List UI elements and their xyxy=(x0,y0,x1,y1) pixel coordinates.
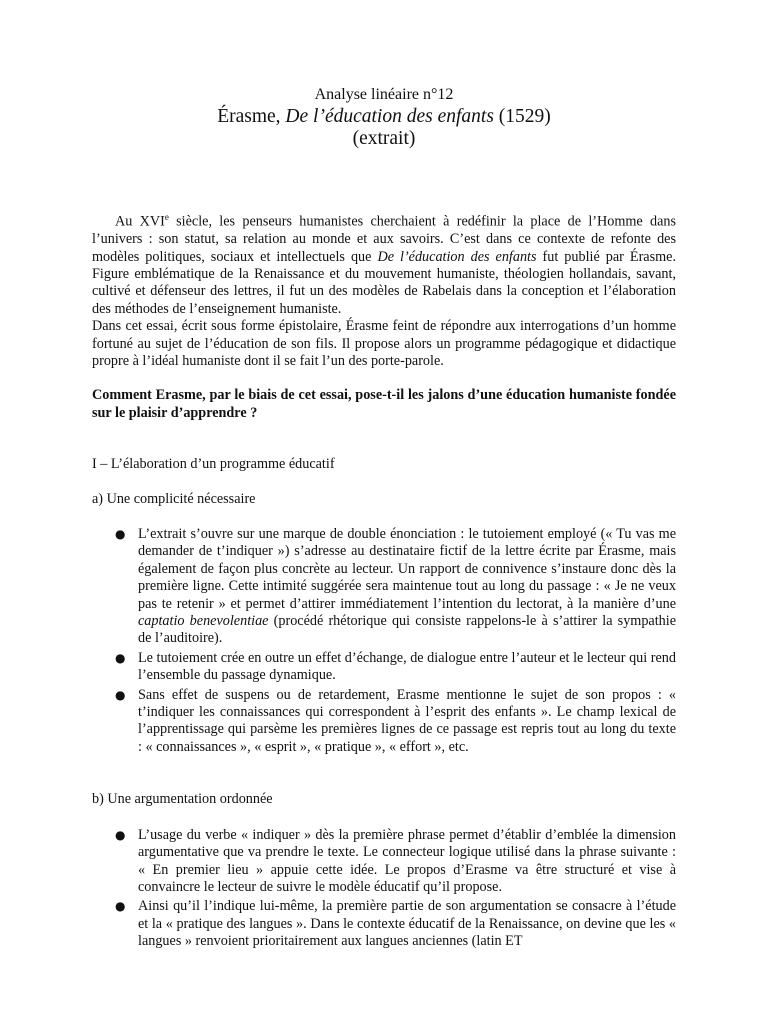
bullet-icon: ● xyxy=(115,827,126,842)
subsection-heading-a: a) Une complicité nécessaire xyxy=(92,490,256,507)
intro-text-start: Au XVI xyxy=(115,213,165,230)
work-year: (1529) xyxy=(493,106,551,127)
list-item xyxy=(92,526,676,648)
list-item xyxy=(92,827,676,897)
bullet-icon: ● xyxy=(115,650,126,665)
bullet-icon: ● xyxy=(115,687,126,702)
century-superscript: e xyxy=(164,212,169,222)
bullet-text: L’extrait s’ouvre sur une marque de double énonciation : le tutoiement employé (« Tu vas me demander de t’indiquer ») s’adresse au destinataire fictif de la lettre écrite par Érasme, mais également de façon plus concrète au lecteur. Un rapport de connivence s’instaure donc dès la première ligne. Cette intimité suggérée sera maintenue tout au long du passage : « Je ne veux pas te retenir » et permet d’attirer immédiatement l’intention du lectorat, à la manière d’une xyxy=(138,526,676,612)
latin-term: captatio benevolentiae xyxy=(138,613,269,630)
work-author: Érasme, xyxy=(217,106,286,127)
subsection-heading-b: b) Une argumentation ordonnée xyxy=(92,791,273,808)
bullet-text: L’usage du verbe « indiquer » dès la première phrase permet d’établir d’emblée la dimension argumentative que va prendre le texte. Le connecteur logique utilisé dans la phrase suivante : « En premier lieu » appuie cette idée. Le propos d’Erasme va être structuré et vise à convaincre le lecteur de suivre le modèle éducatif qu’il propose. xyxy=(138,826,676,895)
analysis-number-title: Analyse linéaire n°12 xyxy=(314,86,454,103)
intro-paragraph-1 xyxy=(92,209,676,318)
list-item xyxy=(92,687,676,757)
intro-work-title: De l’éducation des enfants xyxy=(377,248,537,265)
bullet-icon: ● xyxy=(115,527,126,542)
bullet-icon: ● xyxy=(115,899,126,914)
intro-text-end: fut publié par Érasme. Figure emblématique de la Renaissance et du mouvement humaniste, théologien hollandais, savant, cultivé et défenseur des lettres, il fut un des modèles de Rabelais dans la conception et l’élaboration des méthodes de l’enseignement humaniste. xyxy=(92,248,676,317)
bullet-text: Sans effet de suspens ou de retardement, Erasme mentionne le sujet de son propos : « t’indiquer les connaissances qui correspondent à l’esprit des enfants ». Le champ lexical de l’apprentissage qui parsème les premières lignes de ce passage est repris tout au long du texte : « connaissances », « esprit », « pratique », « effort », etc. xyxy=(138,686,676,755)
work-name: De l’éducation des enfants xyxy=(285,106,494,127)
intro-text-middle: siècle, les penseurs humanistes cherchaient à redéfinir la place de l’Homme dans l’univers : son statut, sa relation au monde et aux savoirs. C’est dans ce contexte de refonte des modèles politiques, sociaux et intellectuels que xyxy=(92,213,676,265)
bullet-list-a xyxy=(92,526,676,756)
bullet-text: Ainsi qu’il l’indique lui-même, la première partie de son argumentation se consacre à l’étude et la « pratique des langues ». Dans le contexte éducatif de la Renaissance, on devine que les « langues » renvoient prioritairement aux langues anciennes (latin ET xyxy=(138,898,676,950)
work-title xyxy=(92,106,676,128)
title-block xyxy=(92,0,676,150)
intro-paragraph-2: Dans cet essai, écrit sous forme épistolaire, Érasme feint de répondre aux interrogations d’un homme fortuné au sujet de l’éducation de son fils. Il propose alors un programme pédagogique et didactique propre à l’idéal humaniste dont il se fait l’un des porte-parole. xyxy=(92,318,676,369)
bullet-list-b xyxy=(92,827,676,951)
bullet-text: (procédé rhétorique qui consiste rappelons-le à s’attirer la sympathie de l’auditoire). xyxy=(138,613,676,647)
introduction xyxy=(92,209,676,370)
excerpt-label: (extrait) xyxy=(352,128,416,149)
section-heading-1: I – L’élaboration d’un programme éducatif xyxy=(92,456,335,473)
list-item xyxy=(92,650,676,685)
bullet-text: Le tutoiement crée en outre un effet d’échange, de dialogue entre l’auteur et le lecteur qui rend l’ensemble du passage dynamique. xyxy=(138,649,676,684)
list-item xyxy=(92,898,676,950)
problematic-question: Comment Erasme, par le biais de cet essai, pose-t-il les jalons d’une éducation humaniste fondée sur le plaisir d’apprendre ? xyxy=(92,387,676,421)
